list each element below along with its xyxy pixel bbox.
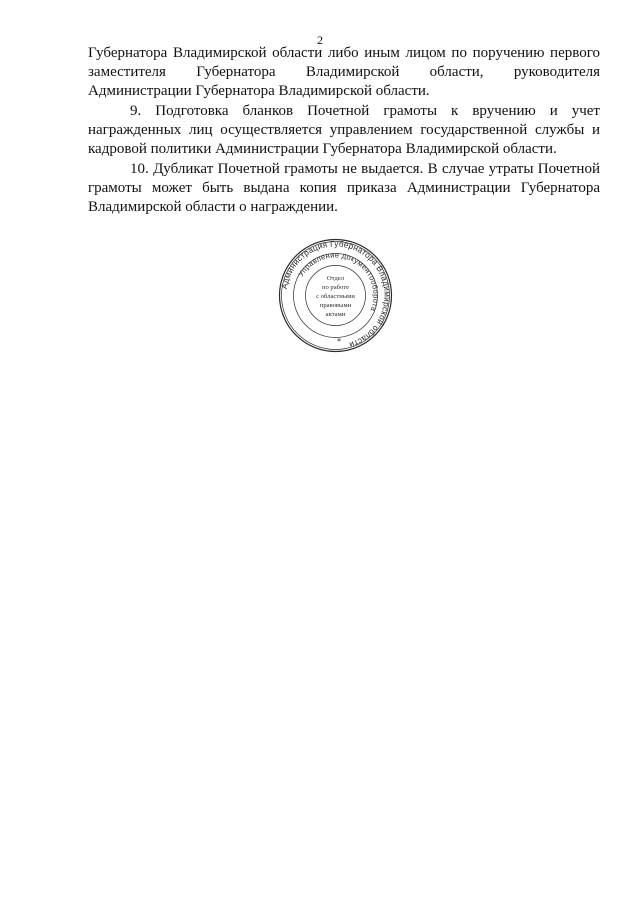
seal-outer-text: Администрация Губернатора Владимирской области	[279, 239, 392, 350]
seal-center-line-2: по работе	[321, 284, 350, 291]
document-body	[88, 44, 600, 218]
official-seal	[278, 238, 393, 353]
seal-svg	[278, 238, 393, 353]
paragraph-continuation: Губернатора Владимирской области либо иным лицом по поручению первого заместителя Губернатора Владимирской области, руководителя Администрации Губернатора Владимирской области.	[88, 45, 600, 99]
seal-center-line-4: правовыми	[319, 302, 352, 309]
seal-center-line-3: с областными	[316, 293, 355, 300]
page-number: 2	[317, 33, 323, 47]
seal-star: *	[337, 337, 341, 346]
paragraph-item-10: 10. Дубликат Почетной грамоты не выдается. В случае утраты Почетной грамоты может быть выдана копия приказа Администрации Губернатора Владимирской области о награждении.	[88, 161, 600, 215]
paragraph-item-9: 9. Подготовка бланков Почетной грамоты к вручению и учет награжденных лиц осуществляется управлением государственной службы и кадровой политики Администрации Губернатора Владимирской области.	[88, 103, 600, 157]
seal-inner-text: Управление документооборота	[296, 250, 381, 313]
seal-center-line-1: Отдел	[326, 275, 345, 282]
seal-center-line-5: актами	[325, 311, 346, 318]
